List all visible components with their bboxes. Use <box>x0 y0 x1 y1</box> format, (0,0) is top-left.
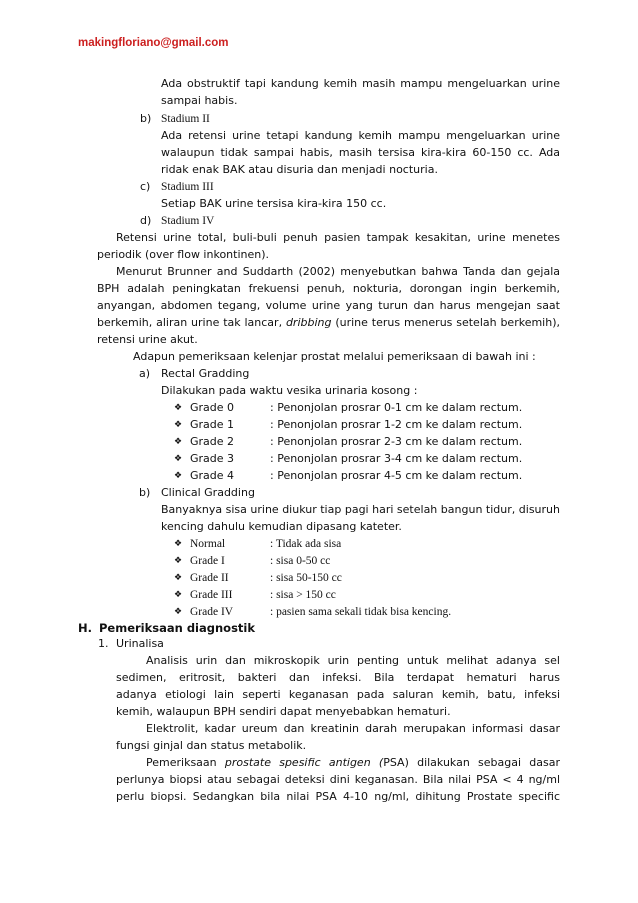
emphasis-psa: prostate spesific antigen ( <box>224 756 384 769</box>
grade-label: Grade 3 <box>190 452 235 465</box>
paragraph-line: anyangan, abdomen tegang, volume urine yang turun dan harus mengejan saat <box>97 299 560 312</box>
paragraph-line: Menurut Brunner and Suddarth (2002) menyebutkan bahwa Tanda dan gejala <box>116 265 560 278</box>
paragraph-line: Adapun pemeriksaan kelenjar prostat melalui pemeriksaan di bawah ini : <box>133 350 536 363</box>
grade-item <box>174 451 574 467</box>
grade-item <box>174 400 574 416</box>
clinical-gradding-title: Clinical Gradding <box>161 486 255 499</box>
section-title: Pemeriksaan diagnostik <box>99 621 256 635</box>
stadium-iii-title: Stadium III <box>161 181 214 193</box>
grade-item <box>174 604 574 620</box>
stadium-iv-text-line: periodik (over flow inkontinen). <box>97 248 270 261</box>
grade-label: Grade IV <box>190 606 234 618</box>
stadium-i-text-line: Ada obstruktif tapi kandung kemih masih mampu mengeluarkan urine <box>161 77 560 90</box>
rectal-gradding-title: Rectal Gradding <box>161 367 250 380</box>
paragraph-text: PSA) dilakukan sebagai dasar <box>383 756 560 769</box>
stadium-ii-text-line: Ada retensi urine tetapi kandung kemih mampu mengeluarkan urine <box>161 129 560 142</box>
diamond-bullet-icon: ❖ <box>174 471 183 481</box>
section-marker: H. <box>78 621 92 635</box>
grade-item <box>174 434 574 450</box>
paragraph-line: Analisis urin dan mikroskopik urin penting untuk melihat adanya sel <box>146 654 560 667</box>
grade-label: Grade III <box>190 589 233 601</box>
grade-value: : Tidak ada sisa <box>270 538 342 550</box>
header-email: makingfloriano@gmail.com <box>78 37 229 49</box>
grade-item <box>174 417 574 433</box>
stadium-ii-text-line: ridak enak BAK atau disuria dan menjadi nocturia. <box>161 163 438 176</box>
paragraph-line: Elektrolit, kadar ureum dan kreatinin darah merupakan informasi dasar <box>146 722 560 735</box>
diamond-bullet-icon: ❖ <box>174 590 183 600</box>
stadium-ii-title: Stadium II <box>161 113 210 125</box>
grade-value: : Penonjolan prosrar 1-2 cm ke dalam rectum. <box>270 418 523 431</box>
stadium-i-text-line: sampai habis. <box>161 94 238 107</box>
grade-label: Grade 0 <box>190 401 235 414</box>
grade-label: Grade 2 <box>190 435 235 448</box>
grade-label: Grade 4 <box>190 469 235 482</box>
stadium-ii-text-line: walaupun tidak sampai habis, masih tersisa kira-kira 60-150 cc. Ada <box>161 146 560 159</box>
paragraph-line: kemih, walaupun BPH sendiri dapat menyebabkan hematuri. <box>116 705 451 718</box>
grade-item <box>174 468 574 484</box>
grade-value: : pasien sama sekali tidak bisa kencing. <box>270 606 452 618</box>
diamond-bullet-icon: ❖ <box>174 607 183 617</box>
paragraph-line: retensi urine akut. <box>97 333 198 346</box>
paragraph-line: fungsi ginjal dan status metabolik. <box>116 739 307 752</box>
grade-item <box>174 570 574 586</box>
paragraph-text: Pemeriksaan <box>146 756 225 769</box>
grade-value: : Penonjolan prosrar 2-3 cm ke dalam rectum. <box>270 435 523 448</box>
paragraph-text: (urine terus menerus setelah berkemih), <box>331 316 560 329</box>
subsection-title: Urinalisa <box>116 637 164 650</box>
paragraph-text: berkemih, aliran urine tak lancar, <box>97 316 286 329</box>
diamond-bullet-icon: ❖ <box>174 539 183 549</box>
stadium-iv-text-line: Retensi urine total, buli-buli penuh pasien tampak kesakitan, urine menetes <box>116 231 560 244</box>
diamond-bullet-icon: ❖ <box>174 454 183 464</box>
grade-item <box>174 553 574 569</box>
diamond-bullet-icon: ❖ <box>174 403 183 413</box>
clinical-gradding-desc: kencing dahulu kemudian dipasang kateter. <box>161 520 402 533</box>
diamond-bullet-icon: ❖ <box>174 437 183 447</box>
diamond-bullet-icon: ❖ <box>174 573 183 583</box>
paragraph-line: adanya etiologi lain seperti keganasan pada saluran kemih, batu, infeksi <box>116 688 560 701</box>
paragraph-line: sedimen, eritrosit, bakteri dan infeksi. Bila terdapat hematuri harus <box>116 671 560 684</box>
diamond-bullet-icon: ❖ <box>174 420 183 430</box>
grade-label: Normal <box>190 538 226 550</box>
grade-item <box>174 536 574 552</box>
subsection-marker: 1. <box>98 637 109 650</box>
grade-value: : sisa 0-50 cc <box>270 555 331 567</box>
list-marker: c) <box>140 180 151 193</box>
grade-value: : sisa 50-150 cc <box>270 572 342 584</box>
paragraph-line: BPH adalah peningkatan frekuensi penuh, nokturia, dorongan ingin berkemih, <box>97 282 560 295</box>
paragraph-line: perlu biopsi. Sedangkan bila nilai PSA 4-10 ng/ml, dihitung Prostate specific <box>116 790 560 803</box>
paragraph-line <box>146 755 560 771</box>
list-marker: b) <box>140 112 152 125</box>
paragraph-line: perlunya biopsi atau sebagai deteksi dini keganasan. Bila nilai PSA < 4 ng/ml <box>116 773 560 786</box>
grade-label: Grade 1 <box>190 418 235 431</box>
grade-label: Grade II <box>190 572 229 584</box>
grade-item <box>174 587 574 603</box>
diamond-bullet-icon: ❖ <box>174 556 183 566</box>
stadium-iv-title: Stadium IV <box>161 215 215 227</box>
rectal-gradding-desc: Dilakukan pada waktu vesika urinaria kosong : <box>161 384 418 397</box>
grade-value: : Penonjolan prosrar 4-5 cm ke dalam rectum. <box>270 469 523 482</box>
grade-label: Grade I <box>190 555 225 567</box>
grade-value: : Penonjolan prosrar 3-4 cm ke dalam rectum. <box>270 452 523 465</box>
list-marker: b) <box>139 486 151 499</box>
list-marker: d) <box>140 214 152 227</box>
grade-value: : sisa > 150 cc <box>270 589 336 601</box>
paragraph-line <box>97 315 560 331</box>
grade-value: : Penonjolan prosrar 0-1 cm ke dalam rectum. <box>270 401 523 414</box>
clinical-gradding-desc: Banyaknya sisa urine diukur tiap pagi hari setelah bangun tidur, disuruh <box>161 503 560 516</box>
list-marker: a) <box>139 367 151 380</box>
emphasis-dribbing: dribbing <box>285 316 332 329</box>
stadium-iii-text-line: Setiap BAK urine tersisa kira-kira 150 cc. <box>161 197 387 210</box>
